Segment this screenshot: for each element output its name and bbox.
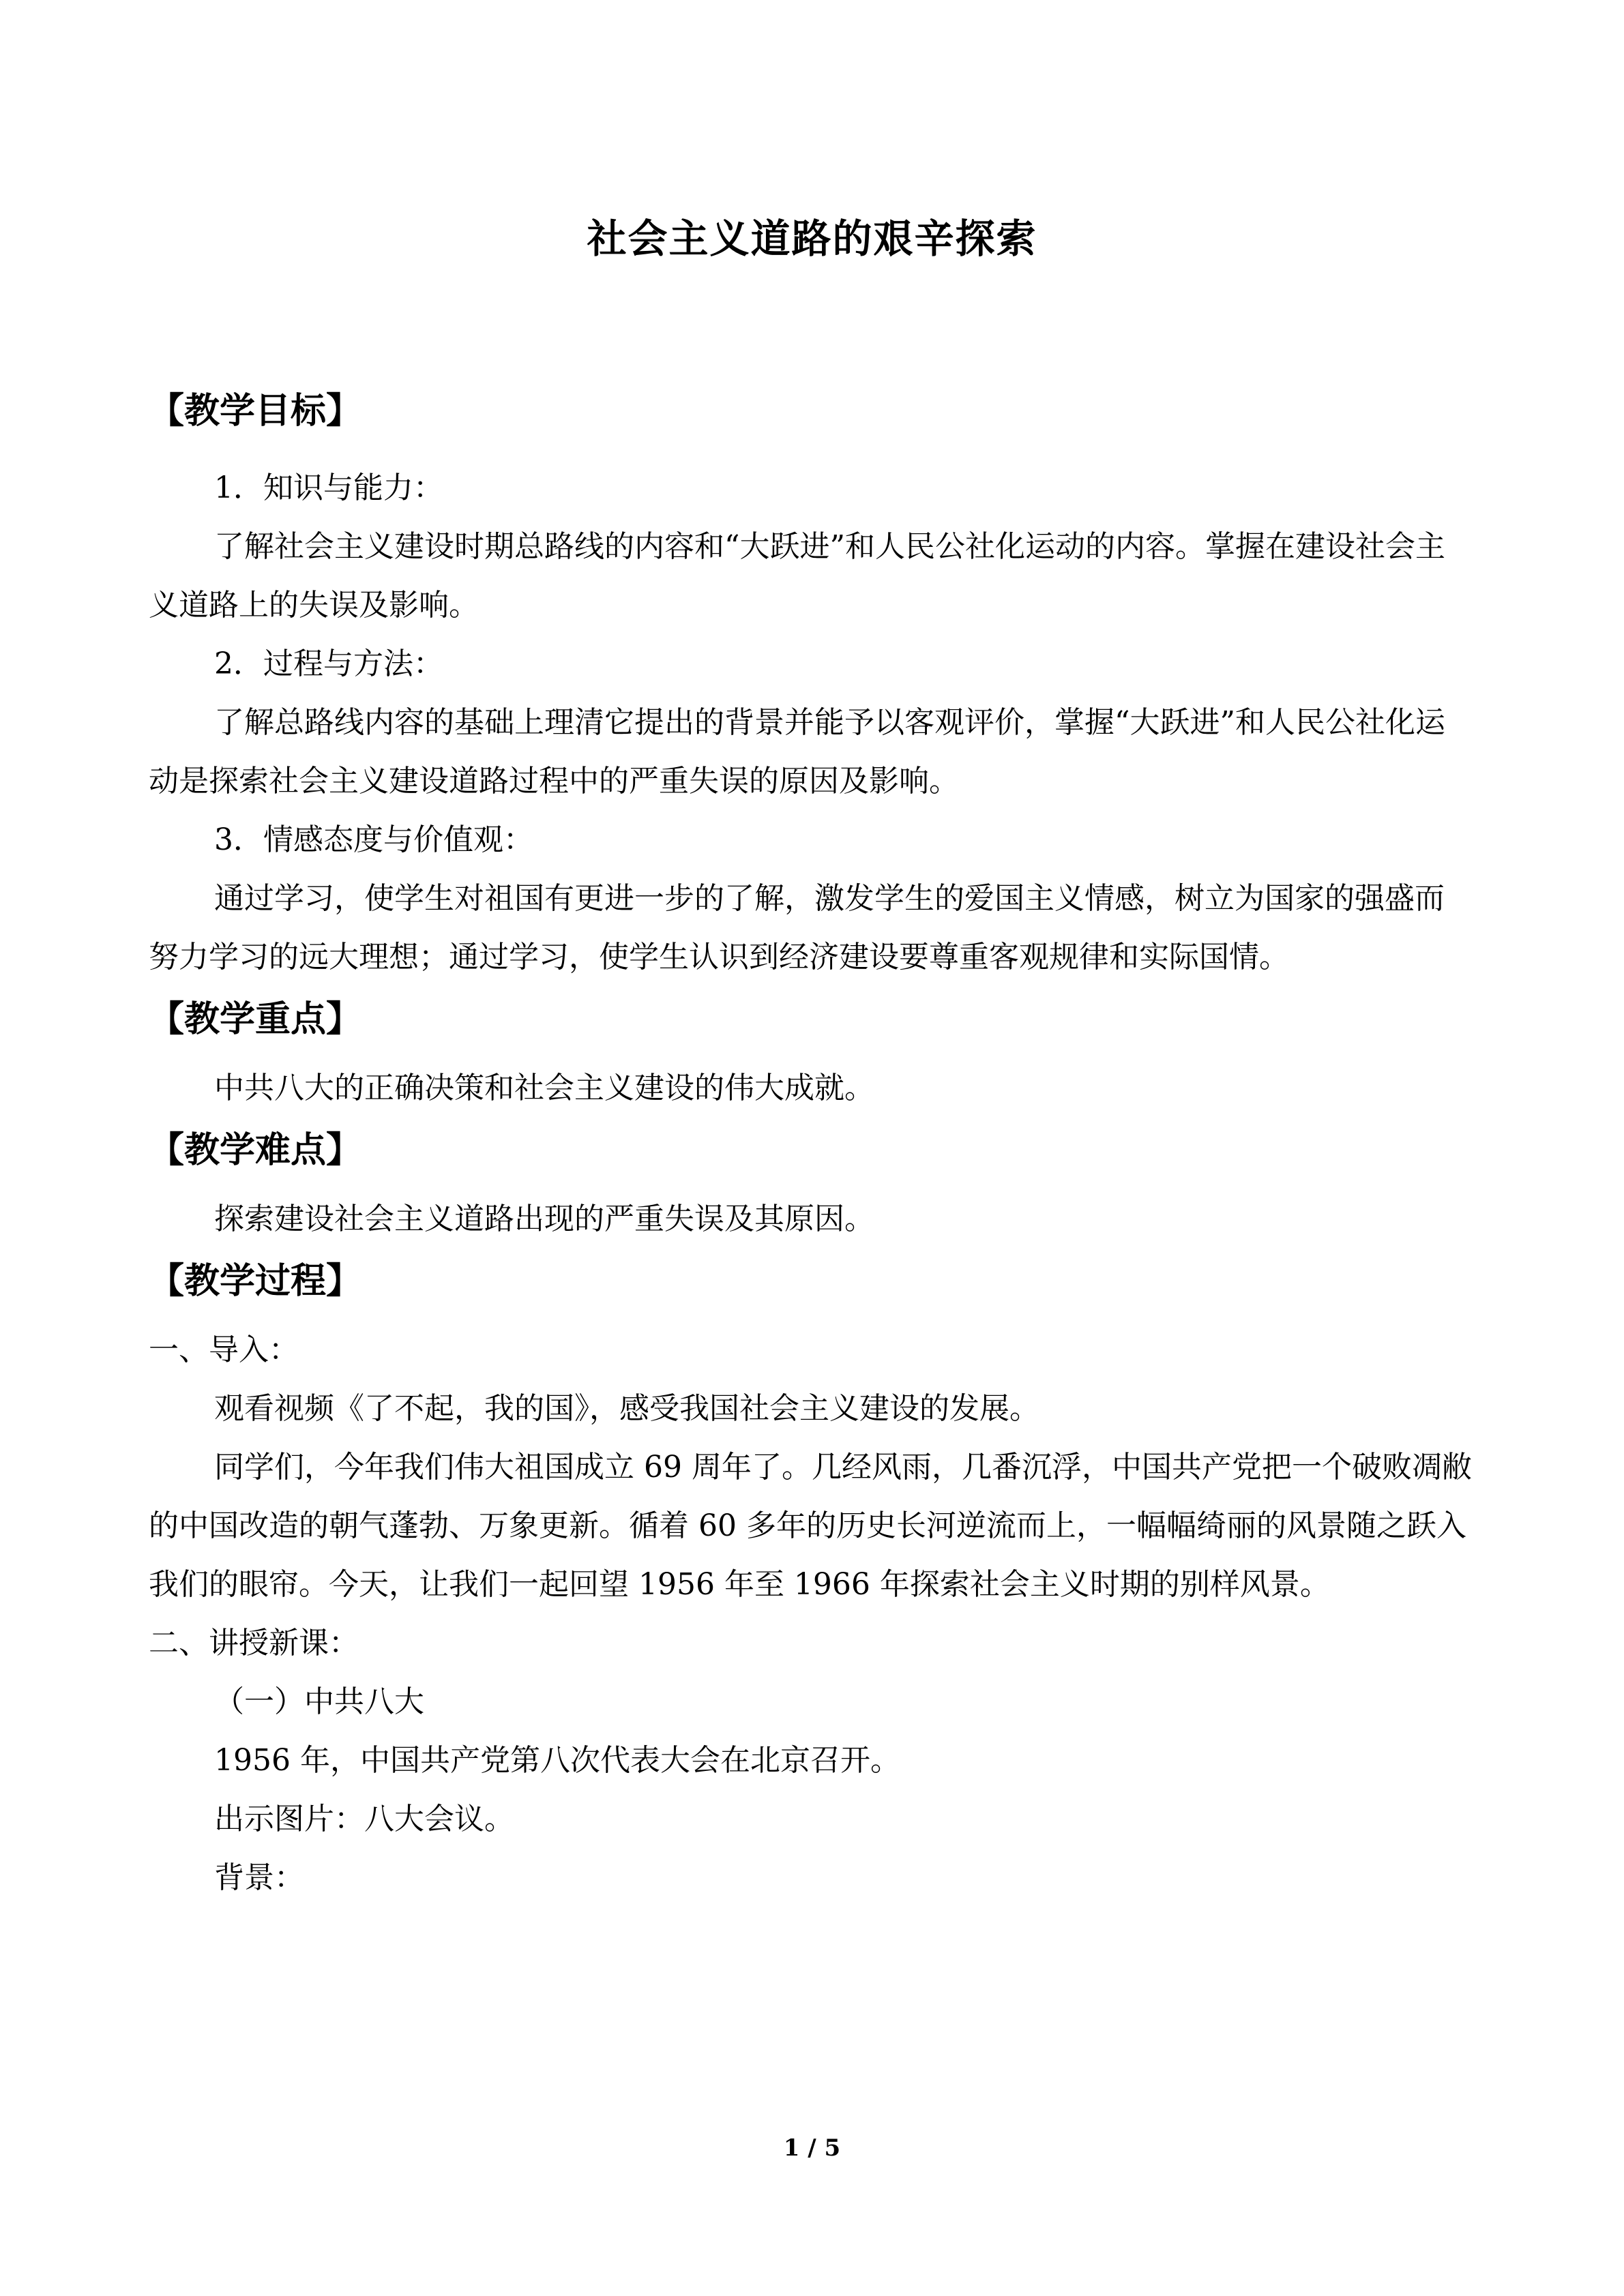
document-body	[149, 378, 1472, 1907]
process-intro-paragraph-2: 同学们，今年我们伟大祖国成立 69 周年了。几经风雨，几番沉浮，中国共产党把一个破败凋敝的中国改造的朝气蓬勃、万象更新。循着 60 多年的历史长河逆流而上，一幅幅绮丽的风景随之跃入我们的眼帘。今天，让我们一起回望 1956 年至 1966 年探索社会主义时期的别样风景。	[149, 1450, 1472, 1602]
page-number: 1 / 5	[783, 2134, 841, 2162]
process-subsection-1-paragraph-3: 背景：	[214, 1860, 304, 1895]
goal-item-1-text: 了解社会主义建设时期总路线的内容和“大跃进”和人民公社化运动的内容。掌握在建设社会主义道路上的失误及影响。	[149, 529, 1445, 623]
goal-item-3-label: 3．情感态度与价值观：	[214, 822, 533, 857]
process-subsection-1-paragraph-2: 出示图片：八大会议。	[214, 1802, 514, 1836]
process-intro-label: 一、导入：	[149, 1332, 299, 1367]
goal-item-2-label: 2．过程与方法：	[214, 646, 443, 681]
key-points-text: 中共八大的正确决策和社会主义建设的伟大成就。	[214, 1071, 874, 1105]
goal-item-1-label: 1．知识与能力：	[214, 471, 443, 505]
section-heading-key-points: 【教学重点】	[149, 999, 362, 1040]
process-intro-paragraph-1: 观看视频《了不起，我的国》，感受我国社会主义建设的发展。	[214, 1391, 1039, 1426]
goal-item-3-text: 通过学习，使学生对祖国有更进一步的了解，激发学生的爱国主义情感，树立为国家的强盛而努力学习的远大理想；通过学习，使学生认识到经济建设要尊重客观规律和实际国情。	[149, 881, 1445, 974]
difficulties-text: 探索建设社会主义道路出现的严重失误及其原因。	[214, 1202, 874, 1236]
process-lesson-label: 二、讲授新课：	[149, 1626, 359, 1660]
section-heading-difficulties: 【教学难点】	[149, 1130, 362, 1171]
process-subsection-1-paragraph-1: 1956 年，中国共产党第八次代表大会在北京召开。	[214, 1743, 900, 1778]
section-heading-goals: 【教学目标】	[149, 391, 362, 432]
goal-item-2-text: 了解总路线内容的基础上理清它提出的背景并能予以客观评价，掌握“大跃进”和人民公社化运动是探索社会主义建设道路过程中的严重失误的原因及影响。	[149, 705, 1445, 799]
section-heading-process: 【教学过程】	[149, 1261, 362, 1302]
document-title: 社会主义道路的艰辛探索	[587, 215, 1037, 262]
process-subsection-1-label: （一）中共八大	[214, 1684, 424, 1719]
